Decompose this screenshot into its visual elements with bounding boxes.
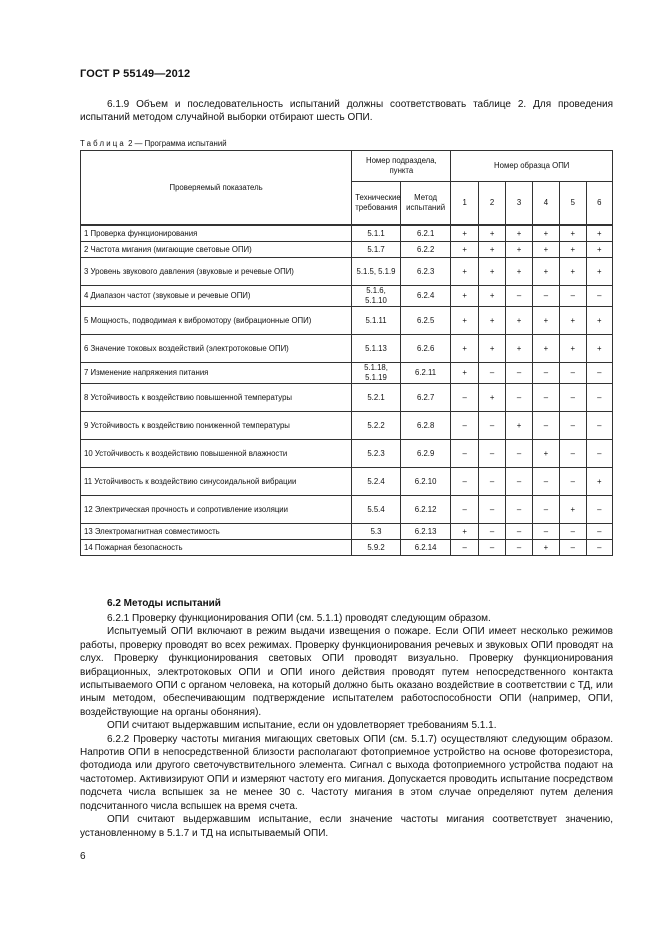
sample-mark: +: [532, 226, 559, 242]
row-indicator: 13 Электромагнитная совместимость: [81, 524, 352, 540]
sample-mark: +: [506, 242, 532, 258]
sample-mark: –: [506, 384, 532, 412]
row-test-method: 6.2.5: [400, 307, 451, 335]
sample-mark: –: [560, 384, 586, 412]
sample-mark: +: [451, 307, 478, 335]
sample-mark: +: [506, 412, 532, 440]
section-body: [80, 612, 613, 840]
page-number: 6: [80, 851, 86, 862]
table-row: [81, 258, 613, 286]
sample-mark: +: [451, 286, 478, 307]
table-caption-word: Таблица: [80, 139, 126, 148]
sample-mark: +: [586, 335, 613, 363]
sample-number-header: 1: [451, 182, 478, 225]
row-test-method: 6.2.14: [400, 540, 451, 556]
table-caption: [80, 139, 227, 148]
section-title: 6.2 Методы испытаний: [107, 598, 221, 609]
row-indicator: 6 Значение токовых воздействий (электротоковые ОПИ): [81, 335, 352, 363]
sample-number-header: 5: [560, 182, 586, 225]
col-tech-header: Технические требования: [352, 182, 401, 225]
row-tech-requirement: 5.3: [352, 524, 401, 540]
document-id: ГОСТ Р 55149—2012: [80, 68, 191, 80]
row-tech-requirement: 5.1.13: [352, 335, 401, 363]
sample-mark: –: [451, 384, 478, 412]
row-indicator: 11 Устойчивость к воздействию синусоидальной вибрации: [81, 468, 352, 496]
table-body: [81, 226, 613, 556]
row-indicator: 4 Диапазон частот (звуковые и речевые ОПИ): [81, 286, 352, 307]
table-row: [81, 524, 613, 540]
row-indicator: 2 Частота мигания (мигающие световые ОПИ): [81, 242, 352, 258]
table-row: [81, 468, 613, 496]
sample-mark: –: [478, 524, 505, 540]
sample-mark: +: [586, 468, 613, 496]
col-section-header: Номер подраздела, пункта: [352, 151, 451, 182]
row-tech-requirement: 5.9.2: [352, 540, 401, 556]
sample-mark: +: [478, 258, 505, 286]
section-paragraph: 6.2.2 Проверку частоты мигания мигающих световых ОПИ (см. 5.1.7) осуществляют следующим образом. Напротив ОПИ в непосредственной близости располагают фотоприемное устройство на основе фоторезистора, фотодиода или другого светочувствительного элемента. Сигнал с выхода фотоприемного устройства подают на частотомер. Активизируют ОПИ и измеряют частоту его мигания. Допускается проводить испытание посредством подсчета числа вспышек за не менее 30 с. Частоту мигания в этом случае определяют путем деления подсчитанного числа вспышек на время счета.: [80, 733, 613, 812]
sample-mark: +: [506, 307, 532, 335]
sample-mark: +: [560, 307, 586, 335]
sample-mark: +: [451, 226, 478, 242]
col-sample-header: Номер образца ОПИ: [451, 151, 613, 182]
sample-mark: +: [478, 286, 505, 307]
sample-mark: –: [506, 496, 532, 524]
sample-mark: +: [586, 242, 613, 258]
sample-mark: –: [506, 286, 532, 307]
sample-mark: +: [506, 258, 532, 286]
sample-mark: +: [532, 258, 559, 286]
row-test-method: 6.2.6: [400, 335, 451, 363]
table-row: [81, 307, 613, 335]
sample-mark: +: [560, 242, 586, 258]
sample-mark: –: [532, 496, 559, 524]
sample-mark: +: [532, 307, 559, 335]
intro-paragraph: 6.1.9 Объем и последовательность испытаний должны соответствовать таблице 2. Для проведения испытаний методом случайной выборки отбирают шесть ОПИ.: [80, 99, 613, 124]
row-test-method: 6.2.2: [400, 242, 451, 258]
row-tech-requirement: 5.2.1: [352, 384, 401, 412]
sample-mark: +: [451, 335, 478, 363]
sample-number-header: 6: [586, 182, 613, 225]
table-row: [81, 440, 613, 468]
sample-mark: +: [451, 524, 478, 540]
row-indicator: 3 Уровень звукового давления (звуковые и речевые ОПИ): [81, 258, 352, 286]
row-tech-requirement: 5.1.7: [352, 242, 401, 258]
sample-mark: –: [560, 440, 586, 468]
sample-mark: –: [451, 440, 478, 468]
sample-mark: –: [506, 363, 532, 384]
sample-mark: +: [451, 242, 478, 258]
sample-mark: –: [532, 286, 559, 307]
sample-number-header: 2: [478, 182, 505, 225]
section-paragraph: ОПИ считают выдержавшим испытание, если значение частоты мигания соответствует значению, установленному в 5.1.7 и ТД на испытываемый ОПИ.: [80, 814, 613, 839]
table-caption-text: 2 — Программа испытаний: [128, 139, 227, 148]
sample-mark: –: [451, 496, 478, 524]
row-indicator: 1 Проверка функционирования: [81, 226, 352, 242]
sample-mark: –: [532, 468, 559, 496]
sample-mark: –: [478, 440, 505, 468]
sample-mark: –: [586, 286, 613, 307]
sample-mark: –: [532, 524, 559, 540]
table-row: [81, 540, 613, 556]
sample-mark: –: [586, 524, 613, 540]
table-row: [81, 412, 613, 440]
row-tech-requirement: 5.5.4: [352, 496, 401, 524]
row-test-method: 6.2.1: [400, 226, 451, 242]
sample-mark: –: [506, 440, 532, 468]
sample-mark: –: [478, 468, 505, 496]
row-tech-requirement: 5.2.4: [352, 468, 401, 496]
row-test-method: 6.2.9: [400, 440, 451, 468]
section-paragraph: 6.2.1 Проверку функционирования ОПИ (см. 5.1.1) проводят следующим образом.: [107, 613, 491, 624]
row-indicator: 10 Устойчивость к воздействию повышенной влажности: [81, 440, 352, 468]
sample-mark: +: [478, 384, 505, 412]
sample-mark: –: [451, 540, 478, 556]
sample-mark: +: [451, 258, 478, 286]
row-test-method: 6.2.11: [400, 363, 451, 384]
row-indicator: 12 Электрическая прочность и сопротивление изоляции: [81, 496, 352, 524]
sample-number-header: 3: [506, 182, 532, 225]
sample-mark: –: [451, 468, 478, 496]
row-test-method: 6.2.7: [400, 384, 451, 412]
sample-mark: –: [478, 496, 505, 524]
row-tech-requirement: 5.1.1: [352, 226, 401, 242]
sample-mark: –: [506, 468, 532, 496]
row-indicator: 14 Пожарная безопасность: [81, 540, 352, 556]
table-row: [81, 226, 613, 242]
sample-mark: –: [532, 384, 559, 412]
sample-mark: –: [478, 363, 505, 384]
sample-mark: +: [586, 258, 613, 286]
sample-mark: +: [532, 242, 559, 258]
sample-mark: +: [478, 242, 505, 258]
sample-mark: –: [506, 540, 532, 556]
table-row: [81, 335, 613, 363]
sample-mark: –: [532, 363, 559, 384]
sample-mark: –: [451, 412, 478, 440]
sample-mark: +: [560, 258, 586, 286]
sample-mark: –: [586, 496, 613, 524]
sample-mark: –: [560, 412, 586, 440]
sample-mark: –: [586, 384, 613, 412]
sample-mark: –: [478, 540, 505, 556]
test-program-table: [80, 150, 613, 556]
section-paragraph: Испытуемый ОПИ включают в режим выдачи извещения о пожаре. Если ОПИ имеет несколько режимов работы, проверку проводят во всех режимах. Проверку функционирования речевых и звуковых ОПИ проводят на слух. Проверку функционирования световых ОПИ проводят визуально. Проверку функционирования вибрационных, электротоковых ОПИ и ОПИ иного действия проводят путем непосредственного контакта испытываемого ОПИ с органом человека, на который должно быть оказано воздействие в соответствии с ТД, или иным методом, обеспечивающим подтверждение испытателем работоспособности ОПИ (например, ОПИ, воздействующие на органы обоняния).: [80, 626, 613, 718]
table-row: [81, 496, 613, 524]
sample-mark: –: [586, 363, 613, 384]
sample-mark: –: [506, 524, 532, 540]
sample-mark: +: [478, 226, 505, 242]
row-indicator: 5 Мощность, подводимая к вибромотору (вибрационные ОПИ): [81, 307, 352, 335]
sample-mark: +: [560, 335, 586, 363]
sample-mark: –: [560, 286, 586, 307]
row-tech-requirement: 5.1.18, 5.1.19: [352, 363, 401, 384]
sample-mark: +: [506, 335, 532, 363]
row-indicator: 9 Устойчивость к воздействию пониженной температуры: [81, 412, 352, 440]
row-test-method: 6.2.3: [400, 258, 451, 286]
row-indicator: 7 Изменение напряжения питания: [81, 363, 352, 384]
col-method-header: Метод испытаний: [400, 182, 451, 225]
sample-mark: +: [506, 226, 532, 242]
col-indicator-header: Проверяемый показатель: [81, 151, 352, 225]
sample-mark: +: [532, 540, 559, 556]
sample-mark: –: [532, 412, 559, 440]
row-tech-requirement: 5.1.5, 5.1.9: [352, 258, 401, 286]
row-test-method: 6.2.8: [400, 412, 451, 440]
sample-mark: +: [560, 496, 586, 524]
sample-mark: +: [586, 226, 613, 242]
sample-mark: +: [586, 307, 613, 335]
sample-number-header: 4: [532, 182, 559, 225]
sample-mark: +: [451, 363, 478, 384]
row-tech-requirement: 5.2.3: [352, 440, 401, 468]
sample-mark: –: [560, 468, 586, 496]
sample-mark: –: [560, 363, 586, 384]
sample-mark: +: [478, 335, 505, 363]
row-test-method: 6.2.13: [400, 524, 451, 540]
sample-mark: –: [560, 540, 586, 556]
sample-mark: +: [478, 307, 505, 335]
row-test-method: 6.2.12: [400, 496, 451, 524]
sample-mark: –: [586, 540, 613, 556]
row-tech-requirement: 5.1.6, 5.1.10: [352, 286, 401, 307]
row-test-method: 6.2.4: [400, 286, 451, 307]
sample-mark: +: [532, 335, 559, 363]
sample-mark: –: [586, 412, 613, 440]
table-row: [81, 363, 613, 384]
sample-mark: +: [560, 226, 586, 242]
table-row: [81, 286, 613, 307]
row-indicator: 8 Устойчивость к воздействию повышенной температуры: [81, 384, 352, 412]
sample-mark: +: [532, 440, 559, 468]
sample-mark: –: [586, 440, 613, 468]
sample-mark: –: [478, 412, 505, 440]
row-test-method: 6.2.10: [400, 468, 451, 496]
section-paragraph: ОПИ считают выдержавшим испытание, если он удовлетворяет требованиям 5.1.1.: [107, 720, 497, 732]
row-tech-requirement: 5.2.2: [352, 412, 401, 440]
row-tech-requirement: 5.1.11: [352, 307, 401, 335]
sample-mark: –: [560, 524, 586, 540]
table-row: [81, 384, 613, 412]
table-row: [81, 242, 613, 258]
